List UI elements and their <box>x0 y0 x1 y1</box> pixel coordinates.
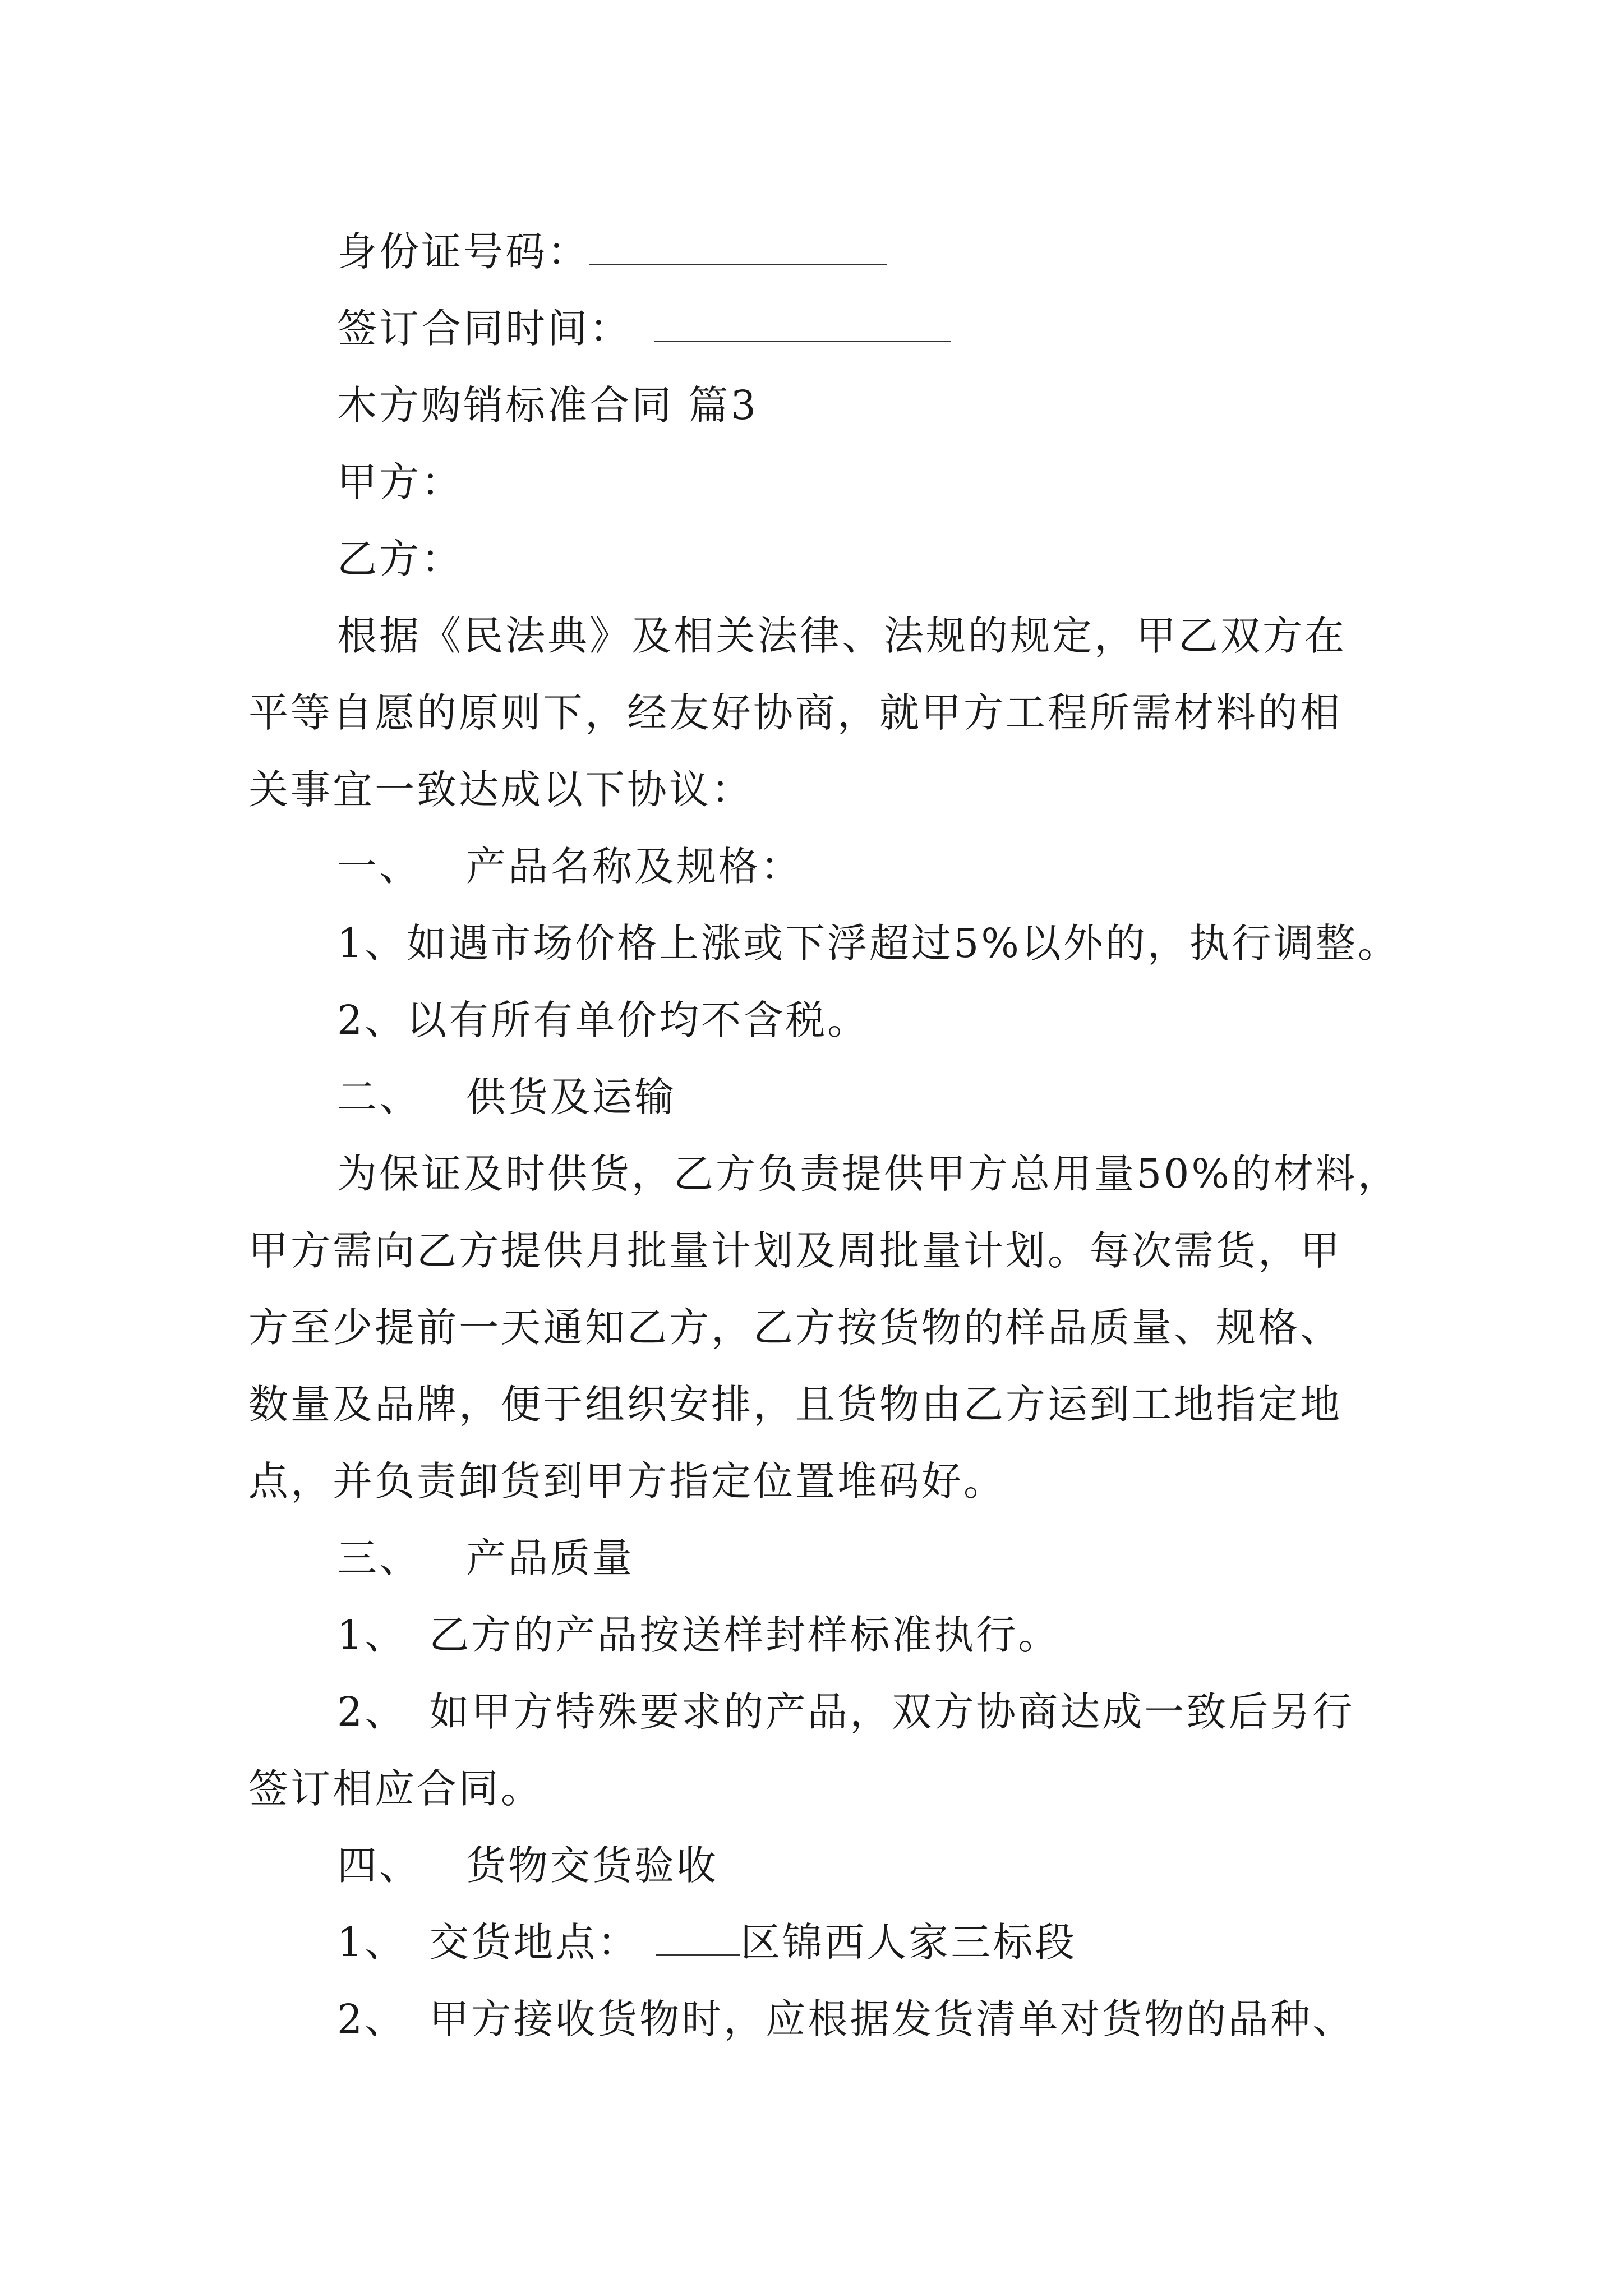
id-number-line <box>248 213 1426 290</box>
section-2-number: 二、 <box>337 1074 422 1120</box>
section-2-para-line-5: 点，并负责卸货到甲方指定位置堆码好。 <box>248 1458 1006 1504</box>
section-4-title: 货物交货验收 <box>466 1842 719 1889</box>
section-4-item-2-number: 2、 <box>337 1996 407 2042</box>
section-3-item-2-text: 如甲方特殊要求的产品，双方协商达成一致后另行 <box>429 1688 1355 1735</box>
section-3-item-2-number: 2、 <box>337 1688 407 1735</box>
section-4-item-1-number: 1、 <box>337 1919 407 1966</box>
section-3-item-1 <box>248 1596 1426 1673</box>
section-3-number: 三、 <box>337 1535 422 1581</box>
section-4-heading <box>248 1827 1426 1904</box>
section-3-title: 产品质量 <box>466 1535 635 1581</box>
section-2-para-line-3: 方至少提前一天通知乙方，乙方按货物的样品质量、规格、 <box>248 1304 1343 1351</box>
delivery-location-blank <box>656 1921 740 1956</box>
section-4-item-1 <box>248 1904 1426 1981</box>
section-1-number: 一、 <box>337 843 422 890</box>
section-3-item-1-text: 乙方的产品按送样封样标准执行。 <box>429 1612 1061 1658</box>
section-1-heading <box>248 828 1426 905</box>
intro-line-1: 根据《民法典》及相关法律、法规的规定，甲乙双方在 <box>337 613 1347 659</box>
section-3-heading <box>248 1520 1426 1596</box>
section-title: 木方购销标准合同 篇3 <box>337 382 758 429</box>
section-1-title: 产品名称及规格： <box>466 843 803 890</box>
section-2-para-line-4: 数量及品牌，便于组织安排，且货物由乙方运到工地指定地 <box>248 1381 1343 1428</box>
section-1-item-1: 1、如遇市场价格上涨或下浮超过5%以外的，执行调整。 <box>337 920 1400 967</box>
sign-time-label: 签订合同时间： <box>337 305 632 352</box>
id-number-blank <box>589 230 887 265</box>
section-1-item-2: 2、以有所有单价均不含税。 <box>337 997 870 1043</box>
section-4-number: 四、 <box>337 1842 422 1889</box>
document-body <box>248 213 1426 2058</box>
sign-time-blank <box>654 307 951 342</box>
id-number-label: 身份证号码： <box>337 228 590 275</box>
section-4-item-1-label: 交货地点： <box>429 1919 640 1966</box>
sign-time-line <box>248 290 1426 367</box>
party-a-line: 甲方： <box>337 459 464 505</box>
section-2-heading <box>248 1059 1426 1135</box>
section-4-item-2-text: 甲方接收货物时，应根据发货清单对货物的品种、 <box>429 1996 1355 2042</box>
party-b-line: 乙方： <box>337 536 464 582</box>
section-2-para-line-1: 为保证及时供货，乙方负责提供甲方总用量50%的材料， <box>337 1151 1400 1197</box>
section-4-item-1-text: 区锦西人家三标段 <box>740 1919 1077 1966</box>
section-2-para-line-2: 甲方需向乙方提供月批量计划及周批量计划。每次需货，甲 <box>248 1227 1343 1274</box>
intro-line-2: 平等自愿的原则下，经友好协商，就甲方工程所需材料的相 <box>248 689 1343 736</box>
section-3-item-2-continued: 签订相应合同。 <box>248 1765 543 1812</box>
section-3-item-2 <box>248 1673 1426 1750</box>
intro-line-3: 关事宜一致达成以下协议： <box>248 766 754 813</box>
section-4-item-2 <box>248 1981 1426 2058</box>
section-2-title: 供货及运输 <box>466 1074 677 1120</box>
section-3-item-1-number: 1、 <box>337 1612 407 1658</box>
